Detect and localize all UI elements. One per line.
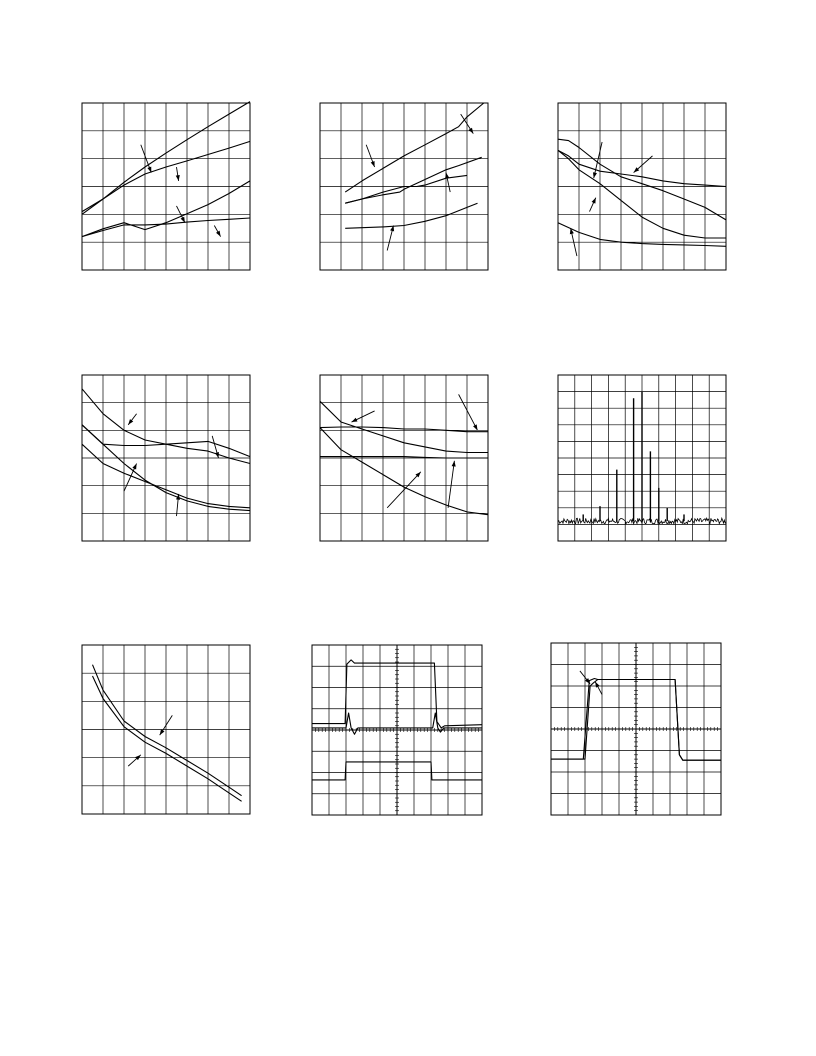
series-line-2 [345, 157, 482, 203]
chart-panel-p7 [82, 645, 250, 814]
chart-panel-p9 [551, 643, 721, 815]
annotation-arrow-1 [366, 145, 374, 167]
annotation-arrow-4 [448, 461, 456, 508]
series-line-1 [345, 103, 484, 192]
chart-panel-p1 [82, 102, 250, 270]
chart-panel-p2 [320, 103, 488, 270]
annotation-arrow-2 [176, 167, 180, 181]
series-line-2 [93, 665, 242, 796]
gridlines [82, 375, 250, 541]
annotation-arrow-4 [214, 225, 220, 236]
series-line-4 [345, 203, 477, 228]
annotation-arrow-2 [459, 394, 478, 430]
annotation-arrow-1 [352, 411, 375, 422]
chart-panel-p3 [558, 103, 726, 270]
chart-panel-p8 [312, 645, 482, 815]
annotation-arrow-4 [387, 225, 394, 250]
chart-panel-p6 [558, 375, 726, 541]
chart-panel-p5 [320, 375, 488, 541]
annotation-arrow-2 [595, 682, 602, 695]
annotation-arrow-2 [212, 436, 219, 458]
gridlines [82, 103, 250, 270]
annotation-arrow-3 [590, 198, 596, 212]
chart-panel-p4 [82, 375, 250, 541]
series-line-1 [93, 676, 242, 801]
annotation-arrow-2 [128, 755, 141, 766]
gridlines [82, 645, 250, 814]
annotation-arrow-1 [128, 414, 136, 425]
